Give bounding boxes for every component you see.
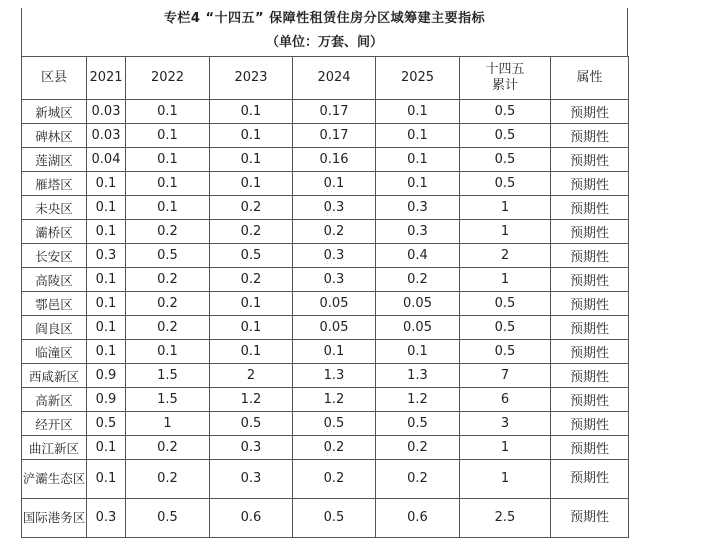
value-2021: 0.1 (87, 172, 126, 196)
table-row (22, 436, 629, 460)
value-2023: 0.1 (210, 100, 293, 124)
value-cumulative: 1 (460, 460, 551, 499)
attribute: 预期性 (551, 220, 629, 244)
district-name: 高新区 (22, 388, 87, 412)
value-2022: 0.2 (126, 292, 210, 316)
value-2025: 0.1 (376, 100, 460, 124)
value-2021: 0.1 (87, 196, 126, 220)
value-2023: 0.2 (210, 268, 293, 292)
table-row (22, 316, 629, 340)
district-name: 西咸新区 (22, 364, 87, 388)
value-2022: 0.1 (126, 340, 210, 364)
header-2021: 2021 (87, 57, 126, 100)
value-2021: 0.1 (87, 220, 126, 244)
value-2024: 0.05 (293, 316, 376, 340)
header-2024: 2024 (293, 57, 376, 100)
value-2022: 0.2 (126, 220, 210, 244)
header-district: 区县 (22, 57, 87, 100)
value-2023: 0.2 (210, 220, 293, 244)
value-2025: 0.2 (376, 436, 460, 460)
value-cumulative: 0.5 (460, 148, 551, 172)
value-2022: 0.2 (126, 436, 210, 460)
value-2022: 0.2 (126, 460, 210, 499)
value-2023: 0.1 (210, 172, 293, 196)
attribute: 预期性 (551, 268, 629, 292)
value-2025: 0.05 (376, 316, 460, 340)
district-name: 曲江新区 (22, 436, 87, 460)
table-row (22, 268, 629, 292)
value-2024: 0.5 (293, 412, 376, 436)
attribute: 预期性 (551, 436, 629, 460)
district-name: 长安区 (22, 244, 87, 268)
district-name: 高陵区 (22, 268, 87, 292)
value-2022: 0.2 (126, 316, 210, 340)
value-2025: 0.1 (376, 172, 460, 196)
attribute: 预期性 (551, 244, 629, 268)
value-2025: 1.2 (376, 388, 460, 412)
value-cumulative: 0.5 (460, 100, 551, 124)
attribute: 预期性 (551, 292, 629, 316)
value-2024: 0.2 (293, 436, 376, 460)
value-2024: 0.3 (293, 196, 376, 220)
value-cumulative: 1 (460, 196, 551, 220)
value-cumulative: 7 (460, 364, 551, 388)
attribute: 预期性 (551, 100, 629, 124)
value-2022: 0.1 (126, 100, 210, 124)
value-2021: 0.5 (87, 412, 126, 436)
value-cumulative: 0.5 (460, 316, 551, 340)
value-2022: 1.5 (126, 388, 210, 412)
value-2023: 0.5 (210, 244, 293, 268)
district-name: 灞桥区 (22, 220, 87, 244)
value-2023: 0.1 (210, 148, 293, 172)
value-2025: 1.3 (376, 364, 460, 388)
table-row (22, 292, 629, 316)
table-row (22, 148, 629, 172)
value-2024: 0.05 (293, 292, 376, 316)
value-cumulative: 0.5 (460, 340, 551, 364)
attribute: 预期性 (551, 412, 629, 436)
value-2023: 0.1 (210, 316, 293, 340)
table-row (22, 196, 629, 220)
value-2025: 0.1 (376, 148, 460, 172)
district-name: 国际港务区 (22, 499, 87, 538)
value-2023: 0.6 (210, 499, 293, 538)
value-2021: 0.3 (87, 244, 126, 268)
table-row (22, 244, 629, 268)
value-2025: 0.3 (376, 196, 460, 220)
attribute: 预期性 (551, 148, 629, 172)
header-2023: 2023 (210, 57, 293, 100)
value-2024: 1.2 (293, 388, 376, 412)
table-row (22, 124, 629, 148)
value-2024: 0.3 (293, 244, 376, 268)
district-name: 临潼区 (22, 340, 87, 364)
value-2021: 0.03 (87, 124, 126, 148)
table-row (22, 364, 629, 388)
value-2024: 0.5 (293, 499, 376, 538)
value-2025: 0.5 (376, 412, 460, 436)
table-body (22, 100, 629, 538)
value-2022: 0.5 (126, 499, 210, 538)
value-cumulative: 1 (460, 220, 551, 244)
header-cumulative: 十四五 累计 (460, 57, 551, 100)
value-2021: 0.1 (87, 460, 126, 499)
table-unit: （单位：万套、间） (265, 35, 383, 50)
value-2021: 0.1 (87, 268, 126, 292)
district-name: 莲湖区 (22, 148, 87, 172)
value-2022: 1 (126, 412, 210, 436)
value-2023: 0.1 (210, 124, 293, 148)
value-2022: 0.1 (126, 172, 210, 196)
value-2021: 0.1 (87, 340, 126, 364)
value-2023: 0.1 (210, 292, 293, 316)
value-cumulative: 2.5 (460, 499, 551, 538)
header-row (22, 57, 629, 100)
value-2021: 0.3 (87, 499, 126, 538)
table-row (22, 412, 629, 436)
value-2023: 1.2 (210, 388, 293, 412)
table-row (22, 388, 629, 412)
value-2025: 0.05 (376, 292, 460, 316)
value-cumulative: 1 (460, 268, 551, 292)
value-2023: 0.5 (210, 412, 293, 436)
district-name: 鄠邑区 (22, 292, 87, 316)
value-2025: 0.4 (376, 244, 460, 268)
value-2021: 0.9 (87, 364, 126, 388)
district-name: 经开区 (22, 412, 87, 436)
district-name: 未央区 (22, 196, 87, 220)
district-name: 浐灞生态区 (22, 460, 87, 499)
attribute: 预期性 (551, 460, 629, 499)
value-2022: 0.1 (126, 148, 210, 172)
table-row (22, 172, 629, 196)
value-2025: 0.2 (376, 460, 460, 499)
value-2022: 0.1 (126, 124, 210, 148)
value-2023: 0.3 (210, 460, 293, 499)
attribute: 预期性 (551, 316, 629, 340)
value-2021: 0.1 (87, 436, 126, 460)
indicator-table-panel (21, 8, 628, 538)
header-2022: 2022 (126, 57, 210, 100)
value-2024: 0.2 (293, 220, 376, 244)
district-name: 碑林区 (22, 124, 87, 148)
district-name: 新城区 (22, 100, 87, 124)
table-row (22, 220, 629, 244)
table-title: 专栏4 “十四五” 保障性租赁住房分区域筹建主要指标 (163, 11, 486, 26)
value-2022: 1.5 (126, 364, 210, 388)
value-2025: 0.6 (376, 499, 460, 538)
value-2025: 0.3 (376, 220, 460, 244)
attribute: 预期性 (551, 340, 629, 364)
value-cumulative: 2 (460, 244, 551, 268)
value-2024: 0.16 (293, 148, 376, 172)
table-row (22, 460, 629, 499)
table-row (22, 100, 629, 124)
value-2022: 0.2 (126, 268, 210, 292)
table-row (22, 499, 629, 538)
value-2023: 0.2 (210, 196, 293, 220)
value-2023: 0.1 (210, 340, 293, 364)
header-attribute: 属性 (551, 57, 629, 100)
value-2024: 0.17 (293, 124, 376, 148)
attribute: 预期性 (551, 388, 629, 412)
value-cumulative: 1 (460, 436, 551, 460)
attribute: 预期性 (551, 196, 629, 220)
district-name: 雁塔区 (22, 172, 87, 196)
value-2023: 2 (210, 364, 293, 388)
attribute: 预期性 (551, 499, 629, 538)
value-cumulative: 3 (460, 412, 551, 436)
value-2023: 0.3 (210, 436, 293, 460)
value-cumulative: 0.5 (460, 124, 551, 148)
attribute: 预期性 (551, 364, 629, 388)
table-caption (21, 8, 628, 56)
value-2021: 0.03 (87, 100, 126, 124)
value-2021: 0.04 (87, 148, 126, 172)
district-name: 阎良区 (22, 316, 87, 340)
value-2024: 0.1 (293, 172, 376, 196)
value-cumulative: 0.5 (460, 172, 551, 196)
header-2025: 2025 (376, 57, 460, 100)
value-2025: 0.1 (376, 340, 460, 364)
value-2025: 0.1 (376, 124, 460, 148)
value-2022: 0.5 (126, 244, 210, 268)
value-cumulative: 0.5 (460, 292, 551, 316)
value-2025: 0.2 (376, 268, 460, 292)
attribute: 预期性 (551, 124, 629, 148)
attribute: 预期性 (551, 172, 629, 196)
value-2022: 0.1 (126, 196, 210, 220)
value-2021: 0.1 (87, 316, 126, 340)
value-2024: 0.3 (293, 268, 376, 292)
value-2024: 0.17 (293, 100, 376, 124)
table-row (22, 340, 629, 364)
value-cumulative: 6 (460, 388, 551, 412)
value-2021: 0.9 (87, 388, 126, 412)
value-2024: 0.1 (293, 340, 376, 364)
value-2024: 0.2 (293, 460, 376, 499)
value-2024: 1.3 (293, 364, 376, 388)
indicator-table (21, 56, 629, 538)
value-2021: 0.1 (87, 292, 126, 316)
